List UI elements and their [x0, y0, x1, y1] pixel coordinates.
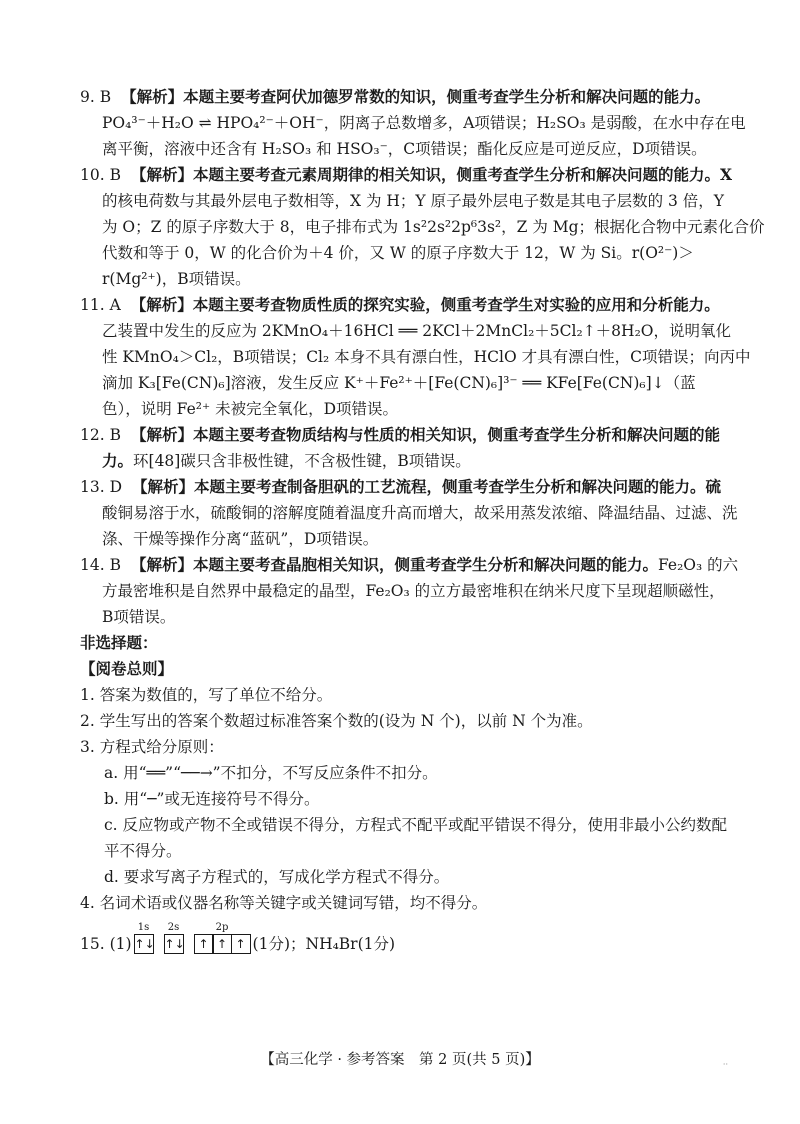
q10-line-5: r(Mg²⁺)，B项错误。: [102, 270, 251, 288]
q10-line-4: 代数和等于 0，W 的化合价为＋4 价，又 W 的原子序数大于 12，W 为 Si。r(O²⁻)＞: [102, 244, 694, 262]
q12-line-1: [80, 422, 748, 448]
orbital-2p-box-3: ↑: [231, 934, 251, 954]
answer-page: [80, 84, 765, 956]
q11-line-2: 乙装置中发生的反应为 2KMnO₄＋16HCl ══ 2KCl＋2MnCl₂＋5Cl₂↑＋8H₂O，说明氧化: [102, 322, 731, 340]
q9-line-3: 离平衡，溶液中还含有 H₂SO₃ 和 HSO₃⁻，C项错误；酯化反应是可逆反应，D项错误。: [102, 140, 707, 158]
page-footer: 【高三化学 · 参考答案 第 2 页(共 5 页)】: [260, 1052, 540, 1068]
rule-2: 2. 学生写出的答案个数超过标准答案个数的(设为 N 个)，以前 N 个为准。: [80, 712, 593, 730]
q13-answer: 13. D: [80, 478, 123, 496]
q12-analysis-heading: 【解析】本题主要考查物质结构与性质的相关知识，侧重考查学生分析和解决问题的能: [130, 425, 720, 444]
q13-line-3: 涤、干燥等操作分离“蓝矾”，D项错误。: [102, 530, 379, 548]
rule-3: 3. 方程式给分原则：: [80, 738, 224, 756]
q11-answer: 11. A: [80, 296, 121, 314]
q14-line-3: B项错误。: [102, 608, 176, 626]
q9-answer: 9. B: [80, 88, 112, 106]
rule-4: 4. 名词术语或仪器名称等关键字或关键词写错，均不得分。: [80, 894, 488, 912]
q12-heading-tail: 力。: [102, 451, 134, 470]
q10-line-3: 为 O；Z 的原子序数大于 8，电子排布式为 1s²2s²2p⁶3s²，Z 为 Mg；根据化合物中元素化合价: [102, 218, 765, 236]
q13-line-2: 酸铜易溶于水，硫酸铜的溶解度随着温度升高而增大，故采用蒸发浓缩、降温结晶、过滤、洗: [102, 504, 738, 522]
q9-line-1: [80, 84, 748, 110]
q14-line-1: [80, 552, 748, 578]
q12-line-2: [80, 448, 748, 474]
orbital-1s-box: ↑↓: [134, 934, 154, 954]
q14-line-2: 方最密堆积是自然界中最稳定的晶型，Fe₂O₃ 的立方最密堆积在纳米尺度下呈现超顺磁性，: [102, 582, 725, 600]
q12-answer: 12. B: [80, 426, 121, 444]
q9-analysis-heading: 【解析】本题主要考查阿伏加德罗常数的知识，侧重考查学生分析和解决问题的能力。: [121, 87, 711, 106]
rule-1: 1. 答案为数值的，写了单位不给分。: [80, 686, 333, 704]
q15-suffix: (1分)；NH₄Br(1分): [252, 935, 396, 953]
q10-analysis-heading: 【解析】本题主要考查元素周期律的相关知识，侧重考查学生分析和解决问题的能力。X: [130, 165, 732, 184]
orbital-2p-label: 2p: [215, 922, 229, 933]
corner-mark: ··: [722, 1060, 728, 1069]
section-title: 非选择题：: [80, 633, 158, 652]
rule-3c-continued: 平不得分。: [104, 842, 182, 860]
rule-3b: b. 用“─”或无连接符号不得分。: [104, 790, 320, 808]
q15-content: [80, 916, 395, 954]
q10-line-2: 的核电荷数与其最外层电子数相等，X 为 H；Y 原子最外层电子数是其电子层数的 3 倍，Y: [102, 192, 725, 210]
rule-3a: a. 用“══”“──→”不扣分，不写反应条件不扣分。: [104, 764, 438, 782]
orbital-1s: [134, 922, 154, 954]
q11-line-3: 性 KMnO₄＞Cl₂，B项错误；Cl₂ 本身不具有漂白性，HClO 才具有漂白性，C项错误；向丙中: [102, 348, 751, 366]
q9-line-2: PO₄³⁻＋H₂O ⇌ HPO₄²⁻＋OH⁻，阴离子总数增多，A项错误；H₂SO₃ 是弱酸，在水中存在电: [102, 114, 746, 132]
q14-analysis-heading: 【解析】本题主要考查晶胞相关知识，侧重考查学生分析和解决问题的能力。: [130, 555, 658, 574]
q14-heading-tail: Fe₂O₃ 的六: [657, 556, 739, 574]
q11-line-4: 滴加 K₃[Fe(CN)₆]溶液，发生反应 K⁺＋Fe²⁺＋[Fe(CN)₆]³⁻ ══ KFe[Fe(CN)₆]↓（蓝: [102, 374, 696, 392]
orbital-2p: [194, 922, 251, 954]
q11-analysis-heading: 【解析】本题主要考查物质性质的探究实验，侧重考查学生对实验的应用和分析能力。: [130, 295, 720, 314]
rules-title: 【阅卷总则】: [80, 659, 174, 678]
q11-line-5: 色），说明 Fe²⁺ 未被完全氧化，D项错误。: [102, 400, 399, 418]
q12-body: 环[48]碳只含非极性键，不含极性键，B项错误。: [133, 452, 471, 470]
q15-prefix: 15. (1): [80, 935, 132, 953]
q11-line-1: [80, 292, 748, 318]
q15-line: [80, 916, 748, 956]
rule-3d: d. 要求写离子方程式的，写成化学方程式不得分。: [104, 868, 450, 886]
q14-answer: 14. B: [80, 556, 121, 574]
orbital-2s: [164, 922, 184, 954]
orbital-2p-box-1: ↑: [194, 934, 214, 954]
q13-analysis-heading: 【解析】本题主要考查制备胆矾的工艺流程，侧重考查学生分析和解决问题的能力。硫: [132, 477, 722, 496]
q13-line-1: [80, 474, 748, 500]
orbital-2p-box-2: ↑: [212, 934, 232, 954]
q10-line-1: [80, 162, 748, 188]
q10-answer: 10. B: [80, 166, 121, 184]
orbital-2s-box: ↑↓: [164, 934, 184, 954]
rule-3c: c. 反应物或产物不全或错误不得分，方程式不配平或配平错误不得分，使用非最小公约数配: [104, 816, 728, 834]
orbital-1s-label: 1s: [137, 922, 150, 933]
orbital-2s-label: 2s: [167, 922, 180, 933]
